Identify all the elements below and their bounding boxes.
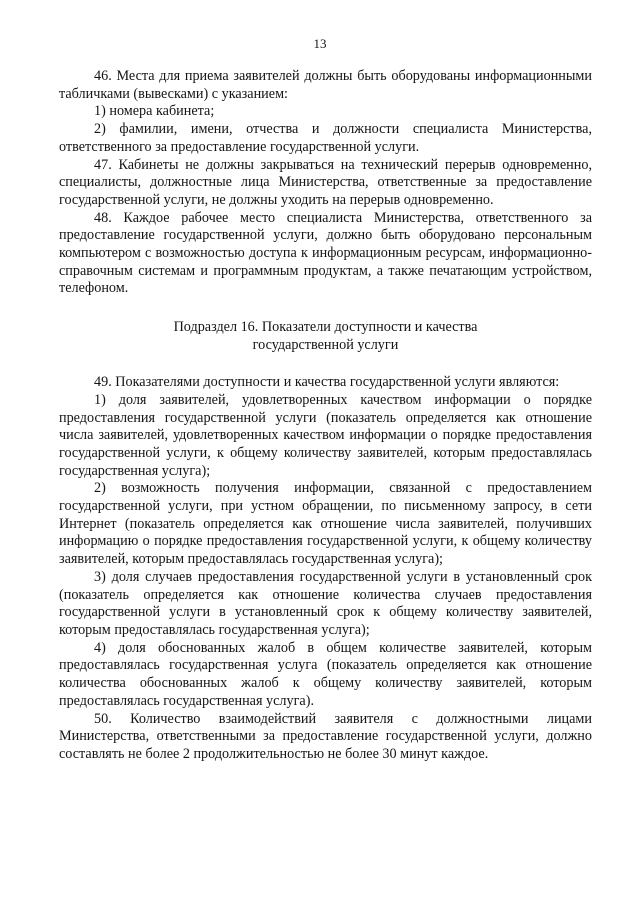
subsection-heading [59,318,592,354]
paragraph-46-item-2: 2) фамилии, имени, отчества и должности специалиста Министерства, ответственного за предоставление государственной услуги. [59,121,592,155]
page-number: 13 [313,36,327,51]
paragraph-49-item-2: 2) возможность получения информации, связанной с предоставлением государственной услуги, при устном обращении, по письменному запросу, в сети Интернет (показатель определяется как отношение числа заявителей, получивших информацию о порядке предоставления государственной услуги, к общему количеству заявителей, которым предоставлялась государственная услуга); [59,480,592,568]
paragraph-46: 46. Места для приема заявителей должны быть оборудованы информационными табличками (вывесками) с указанием: [59,68,592,102]
subsection-heading-line-2: государственной услуги [252,337,399,354]
paragraph-48: 48. Каждое рабочее место специалиста Министерства, ответственного за предоставление государственной услуги, должно быть оборудовано персональным компьютером с возможностью доступа к информационным ресурсам, информационно-справочным системам и программным продуктам, а также печатающим устройством, телефоном. [59,209,592,297]
paragraph-49-item-1: 1) доля заявителей, удовлетворенных качеством информации о порядке предоставления государственной услуги (показатель определяется как отношение числа заявителей, удовлетворенных качеством информации о порядке предоставления государственной услуги, к общему количеству заявителей, которым предоставлялась государственная услуга); [59,391,592,479]
document-body [59,68,592,764]
paragraph-49-item-3: 3) доля случаев предоставления государственной услуги в установленный срок (показатель определяется как отношение количества случаев предоставления государственной услуги в установленный срок к общему количеству заявителей, которым предоставлялась государственная услуга); [59,568,592,638]
paragraph-47: 47. Кабинеты не должны закрываться на технический перерыв одновременно, специалисты, должностные лица Министерства, ответственные за предоставление государственной услуги, не должны уходить на перерыв одновременно. [59,156,592,208]
paragraph-50: 50. Количество взаимодействий заявителя с должностными лицами Министерства, ответственными за предоставление государственной услуги, должно составлять не более 2 продолжительностью не более 30 минут каждое. [59,710,592,762]
paragraph-49-item-4: 4) доля обоснованных жалоб в общем количестве заявителей, которым предоставлялась государственная услуга (показатель определяется как отношение количества обоснованных жалоб к общему количеству заявителей, которым предоставлялась государственная услуга). [59,639,592,709]
paragraph-49: 49. Показателями доступности и качества государственной услуги являются: [94,374,560,391]
paragraph-46-item-1: 1) номера кабинета; [94,103,215,120]
subsection-heading-line-1: Подраздел 16. Показатели доступности и качества [173,319,478,336]
